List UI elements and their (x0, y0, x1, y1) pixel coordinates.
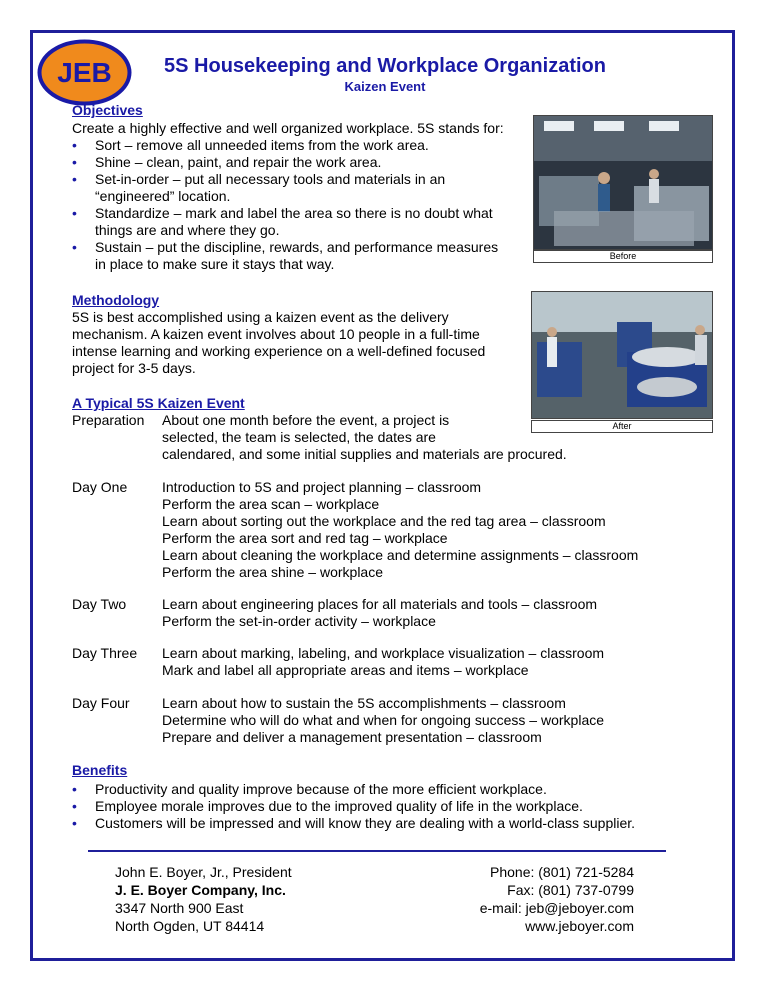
schedule-activities (162, 645, 604, 679)
schedule-activity: calendared, and some initial supplies and materials are procured. (162, 446, 567, 462)
objectives-intro: Create a highly effective and well organized workplace. 5S stands for: (72, 120, 504, 136)
schedule-activity: Mark and label all appropriate areas and items – workplace (162, 662, 529, 678)
benefits-heading: Benefits (72, 762, 128, 778)
methodology-line: project for 3-5 days. (72, 360, 196, 376)
benefit-item (72, 798, 635, 815)
phone: Phone: (801) 721-5284 (490, 864, 634, 880)
schedule-activity: Learn about sorting out the workplace and the red tag area – classroom (162, 513, 606, 529)
schedule-activity: Perform the set-in-order activity – workplace (162, 613, 436, 629)
schedule-activity: About one month before the event, a project is (162, 412, 450, 428)
bullet-icon: • (72, 171, 77, 187)
objectives-heading: Objectives (72, 102, 143, 118)
schedule-activity: Learn about marking, labeling, and workplace visualization – classroom (162, 645, 605, 661)
schedule-day: Day One (72, 479, 128, 495)
objective-line: Sustain – put the discipline, rewards, and performance measures (95, 239, 499, 255)
objective-item (72, 239, 498, 273)
contact-name: John E. Boyer, Jr., President (115, 864, 292, 880)
schedule-activity: Perform the area sort and red tag – workplace (162, 530, 448, 546)
objective-line: Shine – clean, paint, and repair the work area. (95, 154, 382, 170)
benefit-item (72, 781, 635, 798)
bullet-icon: • (72, 137, 77, 153)
benefit-text: Customers will be impressed and will know they are dealing with a world-class supplier. (95, 815, 636, 831)
schedule-activities (162, 412, 567, 463)
methodology-heading: Methodology (72, 292, 160, 308)
schedule-activity: selected, the team is selected, the dates are (162, 429, 436, 445)
before-photo (533, 115, 713, 250)
company-name: J. E. Boyer Company, Inc. (115, 882, 286, 898)
objective-line: Set-in-order – put all necessary tools and materials in an (95, 171, 446, 187)
benefit-item (72, 815, 635, 832)
schedule-activities (162, 596, 597, 630)
bullet-icon: • (72, 239, 77, 255)
page-subtitle: Kaizen Event (344, 79, 426, 94)
objective-line: Sort – remove all unneeded items from the work area. (95, 137, 429, 153)
contact-details (480, 863, 634, 935)
schedule-day: Preparation (72, 412, 145, 428)
benefits-list (72, 781, 635, 832)
benefit-text: Employee morale improves due to the improved quality of life in the workplace. (95, 798, 583, 814)
methodology-line: intense learning and working experience on a well-defined focused (72, 343, 486, 359)
methodology-line: 5S is best accomplished using a kaizen event as the delivery (72, 309, 449, 325)
address-line-2: North Ogden, UT 84414 (115, 918, 265, 934)
schedule-activity: Introduction to 5S and project planning – classroom (162, 479, 482, 495)
methodology-line: mechanism. A kaizen event involves about 10 people in a full-time (72, 326, 480, 342)
jeb-logo (37, 39, 132, 106)
schedule-day: Day Four (72, 695, 130, 711)
website: www.jeboyer.com (525, 918, 634, 934)
schedule-day: Day Three (72, 645, 138, 661)
schedule-day: Day Two (72, 596, 127, 612)
objectives-list (72, 137, 498, 273)
bullet-icon: • (72, 154, 77, 170)
schedule-activity: Learn about cleaning the workplace and determine assignments – classroom (162, 547, 639, 563)
contact-address (115, 863, 292, 935)
schedule-activity: Learn about how to sustain the 5S accomplishments – classroom (162, 695, 566, 711)
objective-item (72, 205, 498, 239)
page-title: 5S Housekeeping and Workplace Organization (164, 55, 606, 77)
email: e-mail: jeb@jeboyer.com (479, 900, 634, 916)
after-photo (531, 291, 713, 419)
schedule-activity: Perform the area shine – workplace (162, 564, 383, 580)
objective-line: “engineered” location. (95, 188, 231, 204)
after-caption: After (531, 420, 713, 433)
schedule-activity: Learn about engineering places for all materials and tools – classroom (162, 596, 598, 612)
objective-line: Standardize – mark and label the area so there is no doubt what (95, 205, 493, 221)
bullet-icon: • (72, 815, 77, 831)
logo-text: JEB (57, 57, 112, 88)
objective-item (72, 154, 498, 171)
objective-item (72, 137, 498, 154)
objective-line: things are and where they go. (95, 222, 280, 238)
schedule-activity: Perform the area scan – workplace (162, 496, 380, 512)
methodology-text (72, 309, 485, 377)
schedule-activity: Determine who will do what and when for ongoing success – workplace (162, 712, 605, 728)
schedule-activities (162, 695, 604, 746)
address-line-1: 3347 North 900 East (115, 900, 244, 916)
schedule-activity: Prepare and deliver a management presentation – classroom (162, 729, 542, 745)
fax: Fax: (801) 737-0799 (507, 882, 634, 898)
bullet-icon: • (72, 798, 77, 814)
footer-divider (88, 850, 666, 852)
typical-event-heading: A Typical 5S Kaizen Event (72, 395, 245, 411)
benefit-text: Productivity and quality improve because of the more efficient workplace. (95, 781, 547, 797)
objective-line: in place to make sure it stays that way. (95, 256, 335, 272)
bullet-icon: • (72, 781, 77, 797)
schedule-activities (162, 479, 638, 581)
bullet-icon: • (72, 205, 77, 221)
before-caption: Before (533, 250, 713, 263)
objective-item (72, 171, 498, 205)
